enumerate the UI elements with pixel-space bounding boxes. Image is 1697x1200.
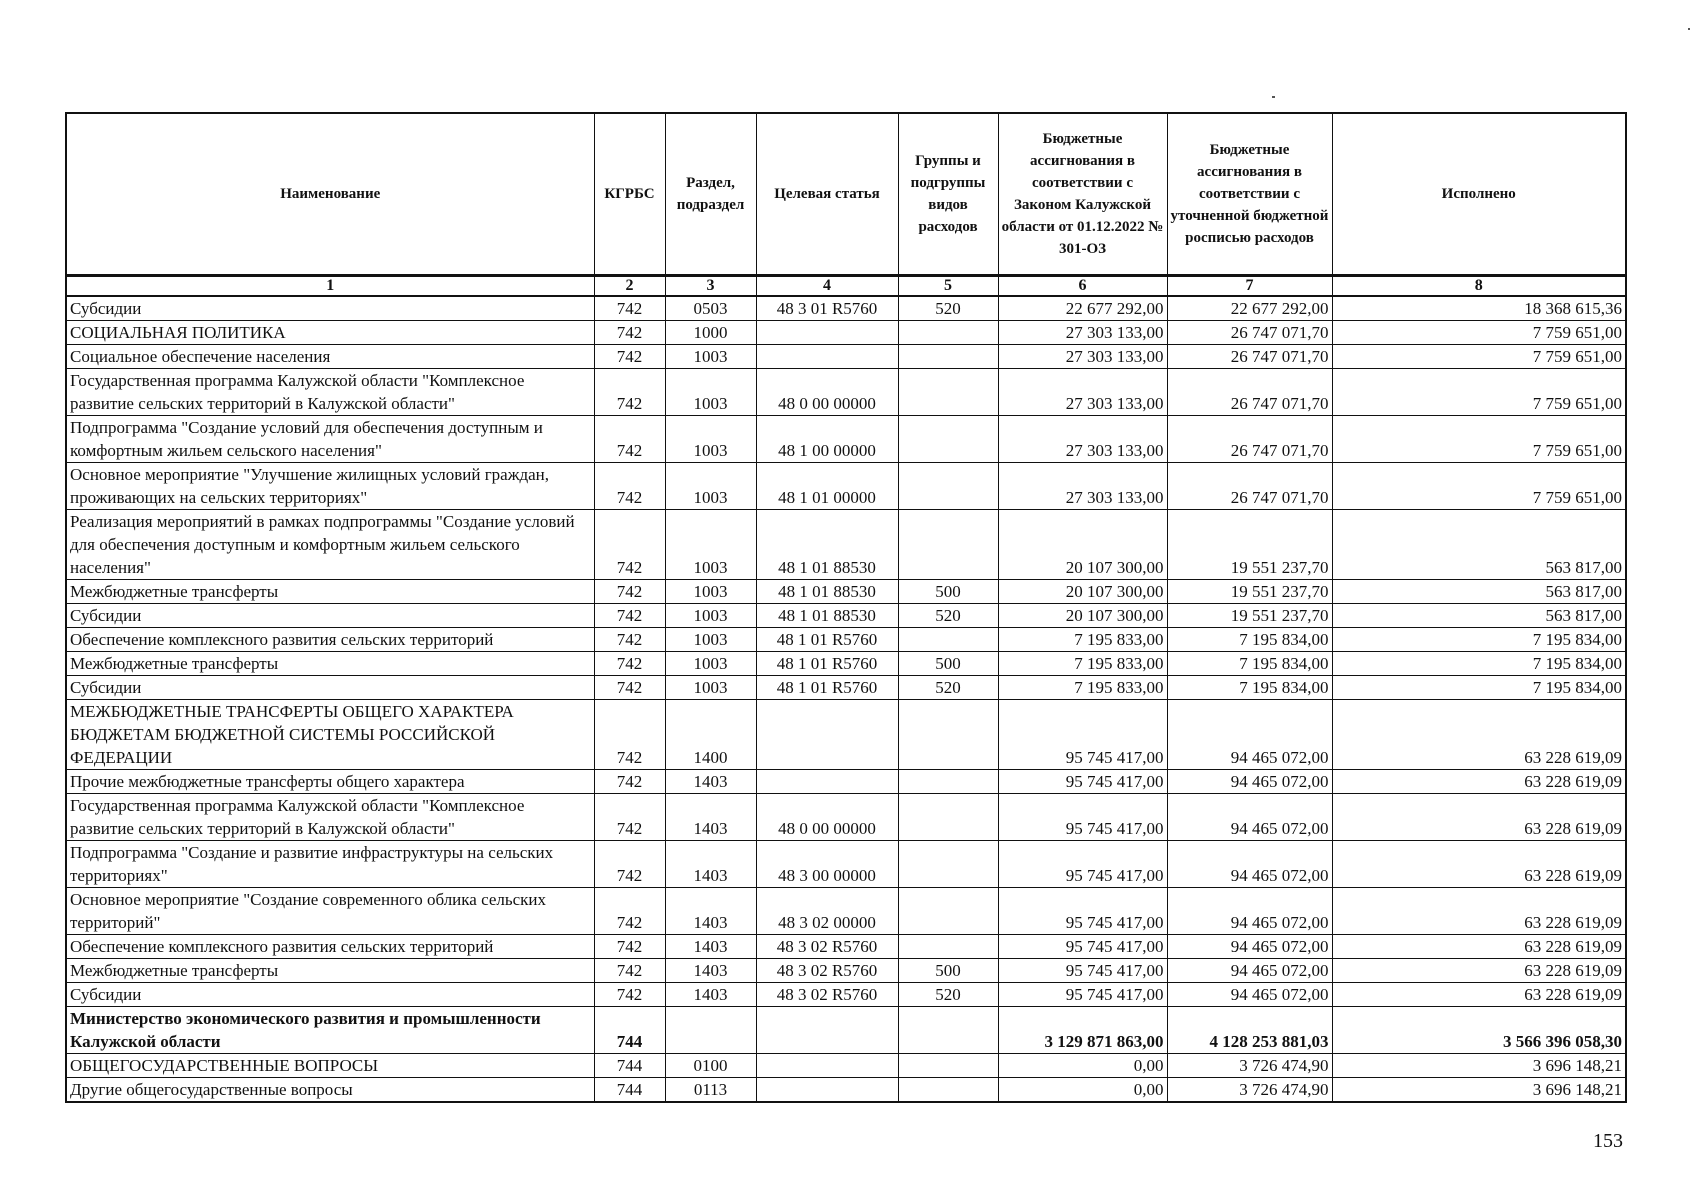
header-name: Наименование <box>66 113 594 276</box>
table-row <box>66 296 1626 321</box>
row-kgrbs: 742 <box>594 604 665 628</box>
row-kgrbs: 742 <box>594 700 665 770</box>
row-section: 1003 <box>665 510 756 580</box>
row-section: 1003 <box>665 628 756 652</box>
row-refined-amount: 94 465 072,00 <box>1167 888 1332 935</box>
row-name: Государственная программа Калужской области "Комплексное развитие сельских территорий в Калужской области" <box>66 794 594 841</box>
row-law-amount: 0,00 <box>998 1054 1167 1078</box>
table-row <box>66 321 1626 345</box>
row-kgrbs: 742 <box>594 628 665 652</box>
row-name: Субсидии <box>66 676 594 700</box>
row-name: Обеспечение комплексного развития сельских территорий <box>66 935 594 959</box>
column-number: 7 <box>1167 276 1332 297</box>
row-kgrbs: 744 <box>594 1007 665 1054</box>
row-refined-amount: 4 128 253 881,03 <box>1167 1007 1332 1054</box>
row-kgrbs: 742 <box>594 463 665 510</box>
row-target: 48 3 02 R5760 <box>756 959 898 983</box>
row-group: 520 <box>898 676 998 700</box>
row-refined-amount: 94 465 072,00 <box>1167 794 1332 841</box>
row-name: Межбюджетные трансферты <box>66 959 594 983</box>
row-group: 500 <box>898 959 998 983</box>
row-executed-amount: 63 228 619,09 <box>1332 959 1626 983</box>
row-section: 1003 <box>665 416 756 463</box>
row-name: Подпрограмма "Создание условий для обеспечения доступным и комфортным жильем сельского населения" <box>66 416 594 463</box>
row-target: 48 1 01 R5760 <box>756 652 898 676</box>
table-row <box>66 463 1626 510</box>
row-group <box>898 1078 998 1103</box>
table-row <box>66 1078 1626 1103</box>
row-law-amount: 7 195 833,00 <box>998 628 1167 652</box>
row-kgrbs: 742 <box>594 416 665 463</box>
column-number: 8 <box>1332 276 1626 297</box>
row-executed-amount: 563 817,00 <box>1332 604 1626 628</box>
row-group <box>898 700 998 770</box>
table-row <box>66 888 1626 935</box>
table-row <box>66 628 1626 652</box>
row-section: 1403 <box>665 794 756 841</box>
table-row <box>66 416 1626 463</box>
row-executed-amount: 7 195 834,00 <box>1332 676 1626 700</box>
table-row <box>66 676 1626 700</box>
scan-speck <box>1688 28 1690 30</box>
column-number: 5 <box>898 276 998 297</box>
row-name: Государственная программа Калужской области "Комплексное развитие сельских территорий в Калужской области" <box>66 369 594 416</box>
row-refined-amount: 94 465 072,00 <box>1167 959 1332 983</box>
row-group <box>898 369 998 416</box>
row-target: 48 3 02 R5760 <box>756 935 898 959</box>
row-law-amount: 27 303 133,00 <box>998 463 1167 510</box>
row-executed-amount: 7 759 651,00 <box>1332 321 1626 345</box>
row-refined-amount: 22 677 292,00 <box>1167 296 1332 321</box>
table-row <box>66 794 1626 841</box>
row-executed-amount: 3 696 148,21 <box>1332 1078 1626 1103</box>
row-executed-amount: 7 759 651,00 <box>1332 369 1626 416</box>
row-group: 520 <box>898 296 998 321</box>
row-executed-amount: 7 759 651,00 <box>1332 463 1626 510</box>
header-executed: Исполнено <box>1332 113 1626 276</box>
row-refined-amount: 26 747 071,70 <box>1167 369 1332 416</box>
row-refined-amount: 94 465 072,00 <box>1167 841 1332 888</box>
header-groups: Группы и подгруппы видов расходов <box>898 113 998 276</box>
row-target <box>756 700 898 770</box>
row-law-amount: 22 677 292,00 <box>998 296 1167 321</box>
row-section: 1400 <box>665 700 756 770</box>
row-executed-amount: 7 759 651,00 <box>1332 345 1626 369</box>
row-section: 0100 <box>665 1054 756 1078</box>
table-row <box>66 580 1626 604</box>
row-target: 48 3 01 R5760 <box>756 296 898 321</box>
row-target <box>756 1078 898 1103</box>
table-row <box>66 770 1626 794</box>
row-kgrbs: 742 <box>594 770 665 794</box>
row-refined-amount: 19 551 237,70 <box>1167 604 1332 628</box>
row-executed-amount: 7 759 651,00 <box>1332 416 1626 463</box>
row-group: 500 <box>898 580 998 604</box>
row-refined-amount: 94 465 072,00 <box>1167 770 1332 794</box>
row-target: 48 3 02 00000 <box>756 888 898 935</box>
row-name: Субсидии <box>66 604 594 628</box>
row-kgrbs: 742 <box>594 983 665 1007</box>
row-law-amount: 95 745 417,00 <box>998 700 1167 770</box>
row-law-amount: 7 195 833,00 <box>998 652 1167 676</box>
row-refined-amount: 94 465 072,00 <box>1167 700 1332 770</box>
column-number-row <box>66 276 1626 297</box>
row-kgrbs: 744 <box>594 1054 665 1078</box>
row-executed-amount: 7 195 834,00 <box>1332 628 1626 652</box>
header-target: Целевая статья <box>756 113 898 276</box>
row-law-amount: 95 745 417,00 <box>998 983 1167 1007</box>
row-target <box>756 770 898 794</box>
row-section: 0113 <box>665 1078 756 1103</box>
row-executed-amount: 3 696 148,21 <box>1332 1054 1626 1078</box>
budget-table-page <box>65 112 1625 1103</box>
row-group <box>898 510 998 580</box>
row-name: Основное мероприятие "Улучшение жилищных условий граждан, проживающих на сельских территориях" <box>66 463 594 510</box>
row-name: Социальное обеспечение населения <box>66 345 594 369</box>
row-target: 48 0 00 00000 <box>756 794 898 841</box>
row-law-amount: 27 303 133,00 <box>998 416 1167 463</box>
table-row <box>66 935 1626 959</box>
row-law-amount: 20 107 300,00 <box>998 604 1167 628</box>
page-number: 153 <box>1593 1130 1623 1152</box>
header-refined-allocations: Бюджетные ассигнования в соответствии с уточненной бюджетной росписью расходов <box>1167 113 1332 276</box>
row-law-amount: 20 107 300,00 <box>998 580 1167 604</box>
row-section: 1003 <box>665 604 756 628</box>
row-name: Подпрограмма "Создание и развитие инфраструктуры на сельских территориях" <box>66 841 594 888</box>
row-group <box>898 463 998 510</box>
row-kgrbs: 742 <box>594 841 665 888</box>
row-law-amount: 95 745 417,00 <box>998 794 1167 841</box>
row-group: 500 <box>898 652 998 676</box>
row-kgrbs: 744 <box>594 1078 665 1103</box>
row-group <box>898 628 998 652</box>
row-name: Субсидии <box>66 983 594 1007</box>
row-group <box>898 841 998 888</box>
row-refined-amount: 19 551 237,70 <box>1167 580 1332 604</box>
row-target <box>756 1007 898 1054</box>
row-target <box>756 345 898 369</box>
row-group: 520 <box>898 604 998 628</box>
row-kgrbs: 742 <box>594 935 665 959</box>
row-law-amount: 0,00 <box>998 1078 1167 1103</box>
row-name: Прочие межбюджетные трансферты общего характера <box>66 770 594 794</box>
column-number: 3 <box>665 276 756 297</box>
row-target: 48 1 01 88530 <box>756 510 898 580</box>
row-name: МЕЖБЮДЖЕТНЫЕ ТРАНСФЕРТЫ ОБЩЕГО ХАРАКТЕРА БЮДЖЕТАМ БЮДЖЕТНОЙ СИСТЕМЫ РОССИЙСКОЙ ФЕДЕРАЦИИ <box>66 700 594 770</box>
row-refined-amount: 26 747 071,70 <box>1167 416 1332 463</box>
row-executed-amount: 63 228 619,09 <box>1332 770 1626 794</box>
row-name: Межбюджетные трансферты <box>66 580 594 604</box>
table-row <box>66 959 1626 983</box>
row-refined-amount: 7 195 834,00 <box>1167 676 1332 700</box>
header-row <box>66 113 1626 276</box>
row-kgrbs: 742 <box>594 652 665 676</box>
row-kgrbs: 742 <box>594 959 665 983</box>
row-refined-amount: 7 195 834,00 <box>1167 652 1332 676</box>
column-number: 1 <box>66 276 594 297</box>
row-group <box>898 1007 998 1054</box>
row-refined-amount: 94 465 072,00 <box>1167 935 1332 959</box>
row-section: 1403 <box>665 983 756 1007</box>
budget-table <box>65 112 1627 1103</box>
row-executed-amount: 18 368 615,36 <box>1332 296 1626 321</box>
row-law-amount: 27 303 133,00 <box>998 321 1167 345</box>
column-number: 4 <box>756 276 898 297</box>
row-kgrbs: 742 <box>594 794 665 841</box>
row-kgrbs: 742 <box>594 888 665 935</box>
row-refined-amount: 94 465 072,00 <box>1167 983 1332 1007</box>
row-target: 48 1 01 88530 <box>756 604 898 628</box>
table-row <box>66 652 1626 676</box>
table-row <box>66 1054 1626 1078</box>
header-kgrbs: КГРБС <box>594 113 665 276</box>
header-section: Раздел, подраздел <box>665 113 756 276</box>
row-section: 1003 <box>665 580 756 604</box>
row-refined-amount: 3 726 474,90 <box>1167 1078 1332 1103</box>
row-group <box>898 770 998 794</box>
row-section: 1403 <box>665 959 756 983</box>
row-section: 0503 <box>665 296 756 321</box>
row-name: СОЦИАЛЬНАЯ ПОЛИТИКА <box>66 321 594 345</box>
row-name: ОБЩЕГОСУДАРСТВЕННЫЕ ВОПРОСЫ <box>66 1054 594 1078</box>
row-section: 1003 <box>665 463 756 510</box>
table-row <box>66 1007 1626 1054</box>
row-law-amount: 95 745 417,00 <box>998 841 1167 888</box>
row-target: 48 3 02 R5760 <box>756 983 898 1007</box>
row-group <box>898 345 998 369</box>
row-section: 1003 <box>665 369 756 416</box>
row-name: Обеспечение комплексного развития сельских территорий <box>66 628 594 652</box>
table-row <box>66 983 1626 1007</box>
scan-speck <box>1272 96 1275 98</box>
row-section: 1003 <box>665 345 756 369</box>
row-name: Субсидии <box>66 296 594 321</box>
row-group <box>898 794 998 841</box>
row-target <box>756 321 898 345</box>
row-refined-amount: 26 747 071,70 <box>1167 345 1332 369</box>
row-kgrbs: 742 <box>594 369 665 416</box>
row-executed-amount: 63 228 619,09 <box>1332 983 1626 1007</box>
row-group <box>898 935 998 959</box>
row-name: Основное мероприятие "Создание современного облика сельских территорий" <box>66 888 594 935</box>
row-refined-amount: 19 551 237,70 <box>1167 510 1332 580</box>
row-section: 1403 <box>665 935 756 959</box>
row-target: 48 3 00 00000 <box>756 841 898 888</box>
row-target: 48 1 00 00000 <box>756 416 898 463</box>
row-executed-amount: 63 228 619,09 <box>1332 700 1626 770</box>
row-name: Другие общегосударственные вопросы <box>66 1078 594 1103</box>
row-section: 1000 <box>665 321 756 345</box>
row-law-amount: 7 195 833,00 <box>998 676 1167 700</box>
row-executed-amount: 63 228 619,09 <box>1332 841 1626 888</box>
row-name: Межбюджетные трансферты <box>66 652 594 676</box>
row-law-amount: 3 129 871 863,00 <box>998 1007 1167 1054</box>
header-law-allocations: Бюджетные ассигнования в соответствии с Законом Калужской области от 01.12.2022 № 301-ОЗ <box>998 113 1167 276</box>
row-group <box>898 1054 998 1078</box>
table-row <box>66 700 1626 770</box>
row-group <box>898 888 998 935</box>
row-target: 48 1 01 R5760 <box>756 676 898 700</box>
row-executed-amount: 3 566 396 058,30 <box>1332 1007 1626 1054</box>
column-number: 2 <box>594 276 665 297</box>
row-kgrbs: 742 <box>594 296 665 321</box>
row-group <box>898 416 998 463</box>
column-number: 6 <box>998 276 1167 297</box>
row-executed-amount: 63 228 619,09 <box>1332 888 1626 935</box>
row-target: 48 1 01 R5760 <box>756 628 898 652</box>
row-kgrbs: 742 <box>594 321 665 345</box>
row-name: Реализация мероприятий в рамках подпрограммы "Создание условий для обеспечения доступным и комфортным жильем сельского населения" <box>66 510 594 580</box>
row-kgrbs: 742 <box>594 510 665 580</box>
row-section: 1003 <box>665 652 756 676</box>
row-law-amount: 95 745 417,00 <box>998 959 1167 983</box>
table-row <box>66 345 1626 369</box>
row-refined-amount: 3 726 474,90 <box>1167 1054 1332 1078</box>
row-law-amount: 95 745 417,00 <box>998 888 1167 935</box>
row-target: 48 0 00 00000 <box>756 369 898 416</box>
row-group <box>898 321 998 345</box>
row-kgrbs: 742 <box>594 580 665 604</box>
table-row <box>66 369 1626 416</box>
row-executed-amount: 63 228 619,09 <box>1332 794 1626 841</box>
table-row <box>66 841 1626 888</box>
row-target <box>756 1054 898 1078</box>
row-refined-amount: 7 195 834,00 <box>1167 628 1332 652</box>
row-executed-amount: 63 228 619,09 <box>1332 935 1626 959</box>
row-section <box>665 1007 756 1054</box>
row-refined-amount: 26 747 071,70 <box>1167 321 1332 345</box>
row-section: 1403 <box>665 841 756 888</box>
row-target: 48 1 01 88530 <box>756 580 898 604</box>
row-law-amount: 95 745 417,00 <box>998 935 1167 959</box>
row-refined-amount: 26 747 071,70 <box>1167 463 1332 510</box>
row-executed-amount: 7 195 834,00 <box>1332 652 1626 676</box>
row-law-amount: 20 107 300,00 <box>998 510 1167 580</box>
table-row <box>66 604 1626 628</box>
table-row <box>66 510 1626 580</box>
row-section: 1403 <box>665 888 756 935</box>
row-executed-amount: 563 817,00 <box>1332 510 1626 580</box>
row-law-amount: 27 303 133,00 <box>998 369 1167 416</box>
row-law-amount: 27 303 133,00 <box>998 345 1167 369</box>
row-group: 520 <box>898 983 998 1007</box>
row-kgrbs: 742 <box>594 345 665 369</box>
row-section: 1003 <box>665 676 756 700</box>
row-name: Министерство экономического развития и промышленности Калужской области <box>66 1007 594 1054</box>
row-target: 48 1 01 00000 <box>756 463 898 510</box>
row-law-amount: 95 745 417,00 <box>998 770 1167 794</box>
row-kgrbs: 742 <box>594 676 665 700</box>
row-section: 1403 <box>665 770 756 794</box>
row-executed-amount: 563 817,00 <box>1332 580 1626 604</box>
